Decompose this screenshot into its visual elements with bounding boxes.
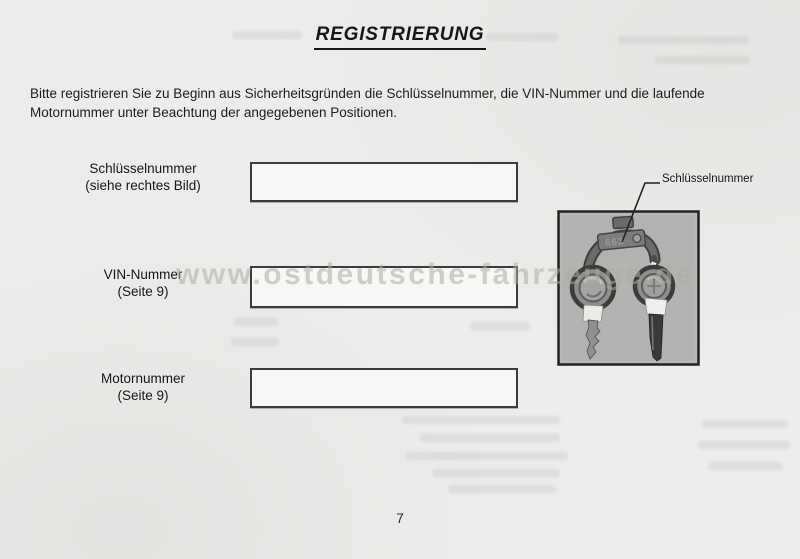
- bleedthrough-artifact: [234, 318, 278, 326]
- page-title-text: REGISTRIERUNG: [314, 24, 487, 50]
- bleedthrough-artifact: [406, 452, 568, 460]
- vin-number-label: [58, 266, 228, 300]
- bleedthrough-artifact: [698, 441, 790, 449]
- field-label-line2: (siehe rechtes Bild): [85, 178, 201, 193]
- page-title: [0, 24, 800, 50]
- key-tag-number: 663: [604, 235, 626, 248]
- bleedthrough-artifact: [420, 434, 560, 442]
- field-label-line1: Motornummer: [100, 371, 186, 386]
- engine-number-label: [58, 370, 228, 404]
- engine-number-box: [250, 368, 518, 408]
- bleedthrough-artifact: [470, 322, 530, 330]
- field-label-line2: (Seite 9): [117, 388, 169, 403]
- bleedthrough-artifact: [231, 338, 279, 346]
- key-number-label: [58, 160, 228, 194]
- keys-photo-image: [557, 210, 700, 366]
- page-number: 7: [396, 511, 404, 526]
- key-number-callout-label: Schlüsselnummer: [662, 173, 754, 185]
- key-number-box: [250, 162, 518, 202]
- field-label-line1: Schlüsselnummer: [89, 161, 197, 176]
- bleedthrough-artifact: [708, 462, 782, 470]
- bleedthrough-artifact: [402, 416, 560, 424]
- watermark-text: www.ostdeutsche-fahrzeuge.de: [176, 258, 695, 291]
- field-label-line1: VIN-Nummer: [103, 267, 183, 282]
- bleedthrough-artifact: [655, 56, 750, 64]
- bleedthrough-artifact: [448, 485, 556, 493]
- bleedthrough-artifact: [702, 420, 788, 428]
- vin-number-box: [250, 266, 518, 308]
- field-label-line2: (Seite 9): [117, 284, 169, 299]
- intro-paragraph: Bitte registrieren Sie zu Beginn aus Sicherheitsgründen die Schlüsselnummer, die VIN-Nummer und die laufende Motornummer unter Beachtung der angegebenen Positionen.: [30, 86, 705, 120]
- keys-photo: [557, 210, 700, 366]
- bleedthrough-artifact: [432, 469, 560, 477]
